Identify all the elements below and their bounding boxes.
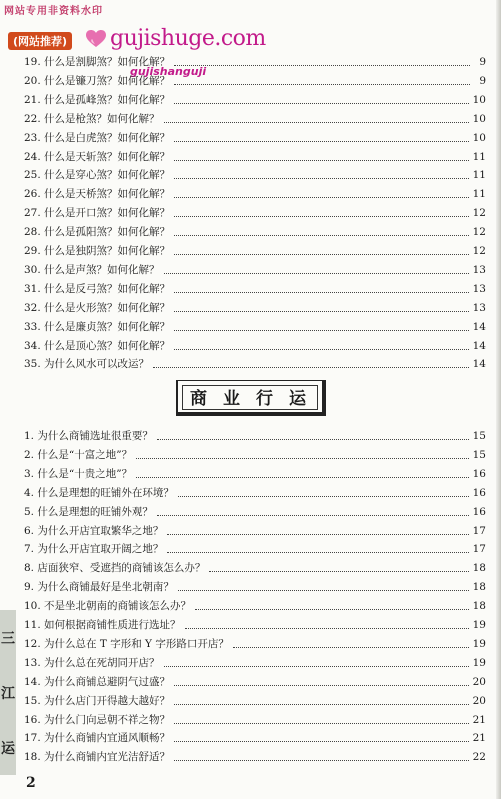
toc-leader-dots	[167, 551, 468, 553]
toc-leader-dots	[174, 215, 469, 217]
toc-entry-title: 24. 什么是天斩煞？如何化解？	[24, 150, 171, 163]
toc-entry	[24, 537, 486, 556]
toc-entry-title: 21. 什么是孤峰煞？如何化解？	[24, 93, 171, 106]
toc-entry	[24, 424, 486, 443]
toc-leader-dots	[174, 740, 469, 742]
toc-entry-page: 13	[472, 301, 486, 314]
toc-entry	[24, 126, 486, 145]
side-tab	[0, 610, 16, 775]
toc-entry-page: 12	[472, 245, 486, 257]
toc-entry	[24, 107, 486, 126]
toc-entry-title: 7. 为什么开店宜取开阔之地？	[24, 543, 164, 556]
toc-leader-dots	[174, 310, 469, 312]
toc-entry	[24, 575, 486, 594]
toc-entry-page: 20	[472, 675, 486, 688]
toc-entry-title: 5. 什么是理想的旺铺外观？	[24, 505, 153, 518]
toc-entry-title: 2. 什么是“十富之地”？	[24, 448, 133, 461]
toc-entry	[24, 163, 486, 182]
toc-entry-page: 9	[479, 74, 486, 87]
toc-entry	[24, 594, 486, 613]
toc-leader-dots	[174, 83, 470, 85]
toc-entry-title: 22. 什么是枪煞？如何化解？	[24, 112, 160, 125]
toc-entry-page: 19	[472, 656, 486, 669]
watermark-badge: (网站推荐)	[8, 32, 72, 50]
toc-entry-title: 26. 什么是天桥煞？如何化解？	[24, 188, 171, 201]
toc-entry-page: 10	[472, 112, 486, 125]
section-char-2: 业	[223, 389, 244, 409]
toc-entry-page: 10	[472, 131, 486, 144]
watermark-logo	[86, 26, 266, 51]
toc-entry-page: 21	[472, 713, 486, 726]
toc-entry-page: 13	[472, 282, 486, 295]
toc-entry-page: 14	[472, 339, 486, 352]
toc-entry	[24, 352, 486, 371]
toc-entry	[24, 651, 486, 670]
toc-entry-title: 29. 什么是独阴煞？如何化解？	[24, 245, 171, 257]
toc-leader-dots	[209, 570, 468, 572]
toc-entry	[24, 258, 486, 277]
toc-entry-title: 18. 为什么商铺内宜光洁舒适？	[24, 751, 171, 764]
toc-entry-page: 20	[472, 694, 486, 707]
toc-entry	[24, 296, 486, 315]
toc-entry-title: 20. 什么是镰刀煞？如何化解？	[24, 74, 171, 87]
watermark-top-text: 网站专用非资料水印	[4, 6, 103, 17]
toc-entry-page: 21	[472, 732, 486, 745]
toc-entry-page: 16	[472, 467, 486, 480]
toc-entry-title: 28. 什么是孤阳煞？如何化解？	[24, 226, 171, 239]
toc-entry-title: 16. 为什么门向忌朝不祥之物？	[24, 713, 171, 726]
toc-entry-title: 6. 为什么开店宜取繁华之地？	[24, 524, 164, 537]
toc-entry-title: 9. 为什么商铺最好是坐北朝南？	[24, 581, 174, 594]
section-char-4: 运	[289, 389, 310, 409]
toc-entry-page: 11	[472, 150, 486, 163]
toc-entry	[24, 315, 486, 334]
toc-entry	[24, 556, 486, 575]
toc-entry	[24, 69, 486, 88]
toc-entry-page: 17	[472, 524, 486, 537]
toc-leader-dots	[174, 253, 469, 255]
side-tab-char-1: 三	[1, 630, 15, 647]
toc-entry-title: 32. 什么是火形煞？如何化解？	[24, 301, 171, 314]
toc-entry	[24, 689, 486, 708]
toc-entry	[24, 613, 486, 632]
page-edge	[496, 0, 501, 799]
toc-leader-dots	[174, 159, 469, 161]
section-char-1: 商	[190, 389, 211, 409]
toc-entry-title: 27. 什么是开口煞？如何化解？	[24, 207, 171, 220]
toc-entry	[24, 334, 486, 353]
toc-entry-page: 19	[472, 637, 486, 650]
toc-entry-page: 18	[472, 581, 486, 594]
toc-entry-page: 18	[472, 562, 486, 575]
toc-entry	[24, 182, 486, 201]
toc-entry-page: 11	[472, 169, 486, 182]
toc-entry-page: 11	[472, 188, 486, 201]
toc-leader-dots	[174, 703, 469, 705]
toc-entry-title: 12. 为什么总在 T 字形和 Y 字形路口开店？	[24, 637, 229, 650]
toc-leader-dots	[164, 665, 469, 667]
toc-leader-dots	[174, 722, 469, 724]
toc-entry	[24, 201, 486, 220]
toc-entry	[24, 726, 486, 745]
toc-entry-page: 14	[472, 358, 486, 371]
toc-entry	[24, 519, 486, 538]
toc-leader-dots	[178, 495, 469, 497]
toc-entry-page: 22	[472, 751, 486, 764]
toc-entry-page: 10	[472, 93, 486, 106]
toc-entry-title: 34. 什么是顶心煞？如何化解？	[24, 339, 171, 352]
side-tab-char-2: 江	[1, 685, 15, 702]
toc-entry-title: 23. 什么是白虎煞？如何化解？	[24, 131, 171, 144]
toc-entry-page: 16	[472, 505, 486, 518]
toc-leader-dots	[174, 348, 469, 350]
section-title	[176, 380, 326, 416]
toc-entry-title: 1. 为什么商铺选址很重要？	[24, 430, 153, 442]
toc-leader-dots	[174, 291, 469, 293]
toc-entry-page: 12	[472, 226, 486, 239]
toc-entry-title: 8. 店面狭窄、受遮挡的商铺该怎么办？	[24, 562, 206, 575]
toc-entry-page: 14	[472, 320, 486, 333]
toc-entry-page: 15	[472, 430, 486, 442]
toc-entry-page: 15	[472, 448, 486, 461]
toc-leader-dots	[174, 177, 469, 179]
toc-leader-dots	[174, 329, 469, 331]
toc-entry	[24, 443, 486, 462]
toc-entry	[24, 277, 486, 296]
toc-leader-dots	[195, 608, 469, 610]
toc-entry	[24, 745, 486, 764]
toc-entry-page: 18	[472, 600, 486, 613]
toc-entry	[24, 670, 486, 689]
toc-entry-page: 17	[472, 543, 486, 556]
toc-leader-dots	[178, 589, 469, 591]
toc-entry	[24, 145, 486, 164]
toc-leader-dots	[233, 646, 469, 648]
watermark-small: gujishanguji	[130, 65, 207, 78]
toc-leader-dots	[174, 140, 469, 142]
toc-entry	[24, 88, 486, 107]
toc-entry-title: 10. 不是坐北朝南的商铺该怎么办？	[24, 600, 192, 613]
toc-entry-title: 4. 什么是理想的旺铺外在环境？	[24, 486, 174, 499]
toc-leader-dots	[164, 272, 469, 274]
toc-leader-dots	[185, 627, 469, 629]
toc-leader-dots	[164, 121, 469, 123]
section-char-3: 行	[256, 389, 277, 409]
toc-leader-dots	[153, 366, 469, 368]
toc-entry-page: 12	[472, 207, 486, 220]
toc-entry	[24, 632, 486, 651]
toc-entry	[24, 220, 486, 239]
toc-entry-title: 3. 什么是“十贵之地”？	[24, 467, 133, 480]
toc-leader-dots	[174, 64, 470, 66]
toc-entry-title: 11. 如何根据商铺性质进行选址？	[24, 619, 181, 631]
toc-entry-title: 15. 为什么店门开得越大越好？	[24, 694, 171, 707]
toc-entry-title: 19. 什么是割脚煞？如何化解？	[24, 56, 171, 68]
watermark-site: gujishuge.com	[110, 26, 266, 51]
toc-entry-title: 31. 什么是反弓煞？如何化解？	[24, 282, 171, 295]
toc-leader-dots	[174, 102, 469, 104]
toc-entry-title: 14. 为什么商铺总避阴气过盛？	[24, 675, 171, 688]
toc-entry	[24, 50, 486, 69]
toc-entry	[24, 500, 486, 519]
toc-leader-dots	[136, 476, 469, 478]
toc-entry	[24, 481, 486, 500]
page-number: 2	[26, 775, 36, 791]
toc-leader-dots	[167, 533, 468, 535]
toc-entry-page: 19	[472, 619, 486, 631]
toc-leader-dots	[157, 514, 469, 516]
toc-leader-dots	[174, 234, 469, 236]
toc-entry-title: 33. 什么是廉贞煞？如何化解？	[24, 320, 171, 333]
side-tab-char-3: 运	[1, 740, 15, 757]
toc-entry-title: 35. 为什么风水可以改运？	[24, 358, 150, 371]
toc-entry-title: 13. 为什么总在死胡同开店？	[24, 656, 160, 669]
toc-leader-dots	[174, 684, 469, 686]
toc-entry-page: 16	[472, 486, 486, 499]
toc-leader-dots	[174, 196, 469, 198]
toc-entry	[24, 239, 486, 258]
toc-entry-title: 25. 什么是穿心煞？如何化解？	[24, 169, 171, 182]
toc-entry-page: 9	[479, 56, 486, 68]
toc-entry-page: 13	[472, 263, 486, 276]
toc-leader-dots	[174, 759, 469, 761]
heart-icon	[86, 30, 106, 48]
toc-leader-dots	[136, 457, 469, 459]
toc-entry	[24, 708, 486, 727]
toc-leader-dots	[157, 438, 469, 440]
toc-entry	[24, 462, 486, 481]
toc-entry-title: 30. 什么是声煞？如何化解？	[24, 263, 160, 276]
toc-entry-title: 17. 为什么商铺内宜通风顺畅？	[24, 732, 171, 745]
